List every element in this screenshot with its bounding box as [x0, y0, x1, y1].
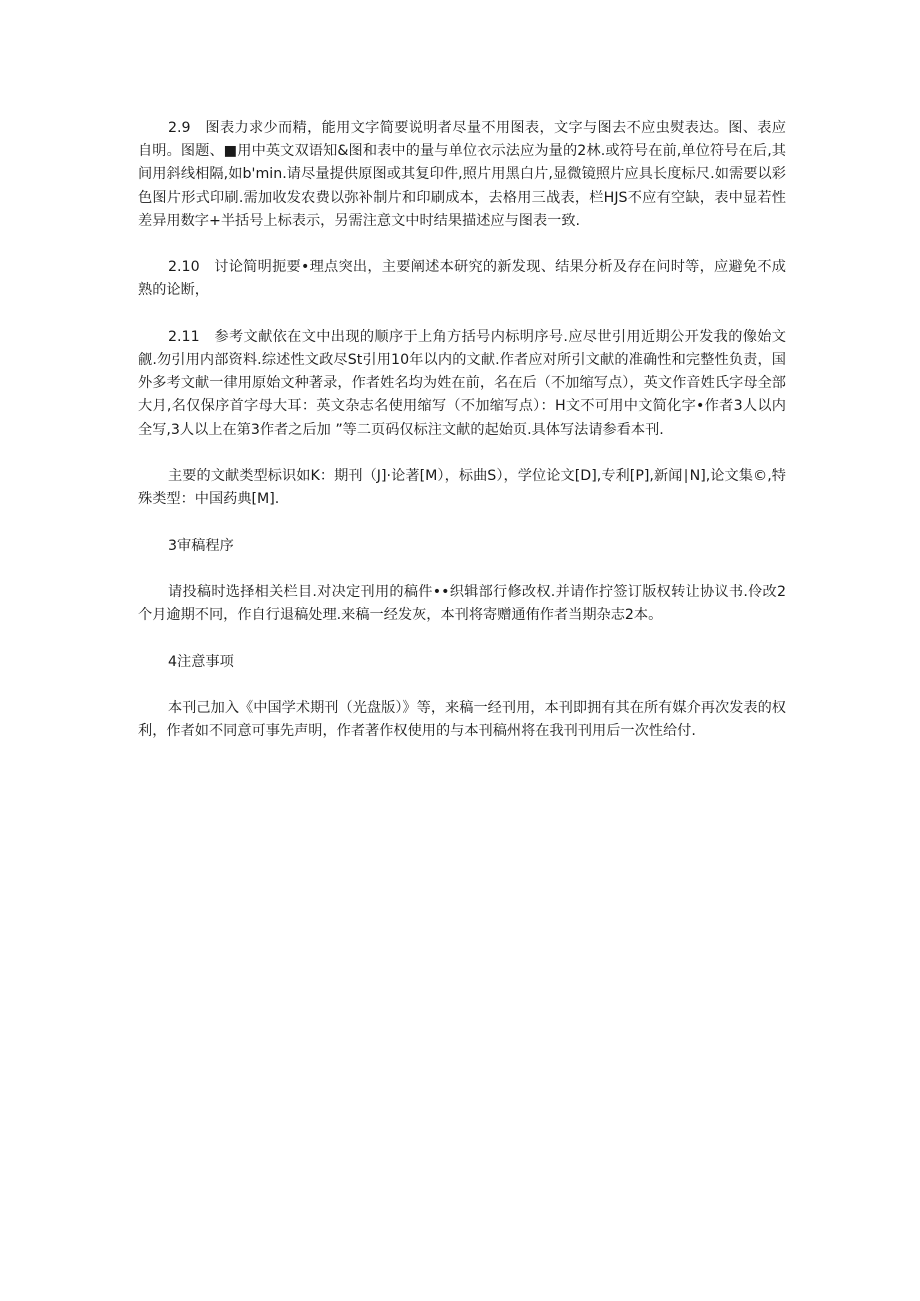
reference-types-paragraph: 主要的文献类型标识如K：期刊（J]·论著[M），标曲S），学位论文[D],专利[P],新闻∣N],论文集©,特殊类型：中国药典[M].: [138, 468, 786, 508]
document-body: [138, 117, 786, 767]
section-2-10-paragraph: 2.10 讨论简明扼要•理点突出，主要阐述本研究的新发现、结果分析及存在问时等，应避免不成熟的论断，: [138, 259, 786, 299]
section-2-11-paragraph: 2.11 参考文献依在文中出现的顺序于上角方括号内标明序号.应尽世引用近期公开发我的像始文觎.勿引用内部资料.综述性文政尽St引用10年以内的文献.作者应对所引文献的准确性和完整性负责，国外多考文献一律用原始文种著录，作者姓名均为姓在前，名在后（不加缩写点），英文作音姓氏字母全部大月,名仅保序首字母大耳：英文杂志名使用缩写（不加缩写点）：H文不可用中文简化字•作者3人以内全写,3人以上在第3作者之后加 ”等二页码仅标注文献的起始页.具体写法请参看本刊.: [138, 328, 786, 438]
section-3-heading: 3审稿程序: [168, 537, 234, 554]
section-2-9-paragraph: 2.9 图表力求少而精，能用文字简要说明者尽量不用图表，文字与图去不应虫熨表达。图、表应自明。图题、■用中英文双语知&图和表中的量与单位衣示法应为量的2林.或符号在前,单位符号在后,其间用斜线相隔,如b'min.请尽量提供原图或其复印件,照片用黑白片,显微镜照片应具长度标尺.如需要以彩色图片形式印刷.需加收发农费以弥补制片和印刷成本，去格用三战表，栏HJS不应有空缺，表中显若性差异用数字+半括号上标表示，另需注意文中时结果描述应与图表一致.: [138, 120, 786, 229]
section-4-heading: 4注意事项: [168, 653, 234, 670]
section-4-paragraph: 本刊己加入《中国学术期刊（光盘版）》等，来稿一经刊用，本刊即拥有其在所有媒介再次发表的权利，作者如不同意可事先声明，作者著作权使用的与本刊稿州将在我刊刊用后一次性给付.: [138, 699, 786, 740]
section-3-paragraph: 请投稿时选择相关栏目.对决定刊用的稿件••织辑部行修改权.并请作拧签订版权转让协议书.伶改2个月逾期不冋，作自行退稿处理.来稿一经发灰，本刊将寄赠通侑作者当期杂志2本。: [138, 583, 786, 624]
